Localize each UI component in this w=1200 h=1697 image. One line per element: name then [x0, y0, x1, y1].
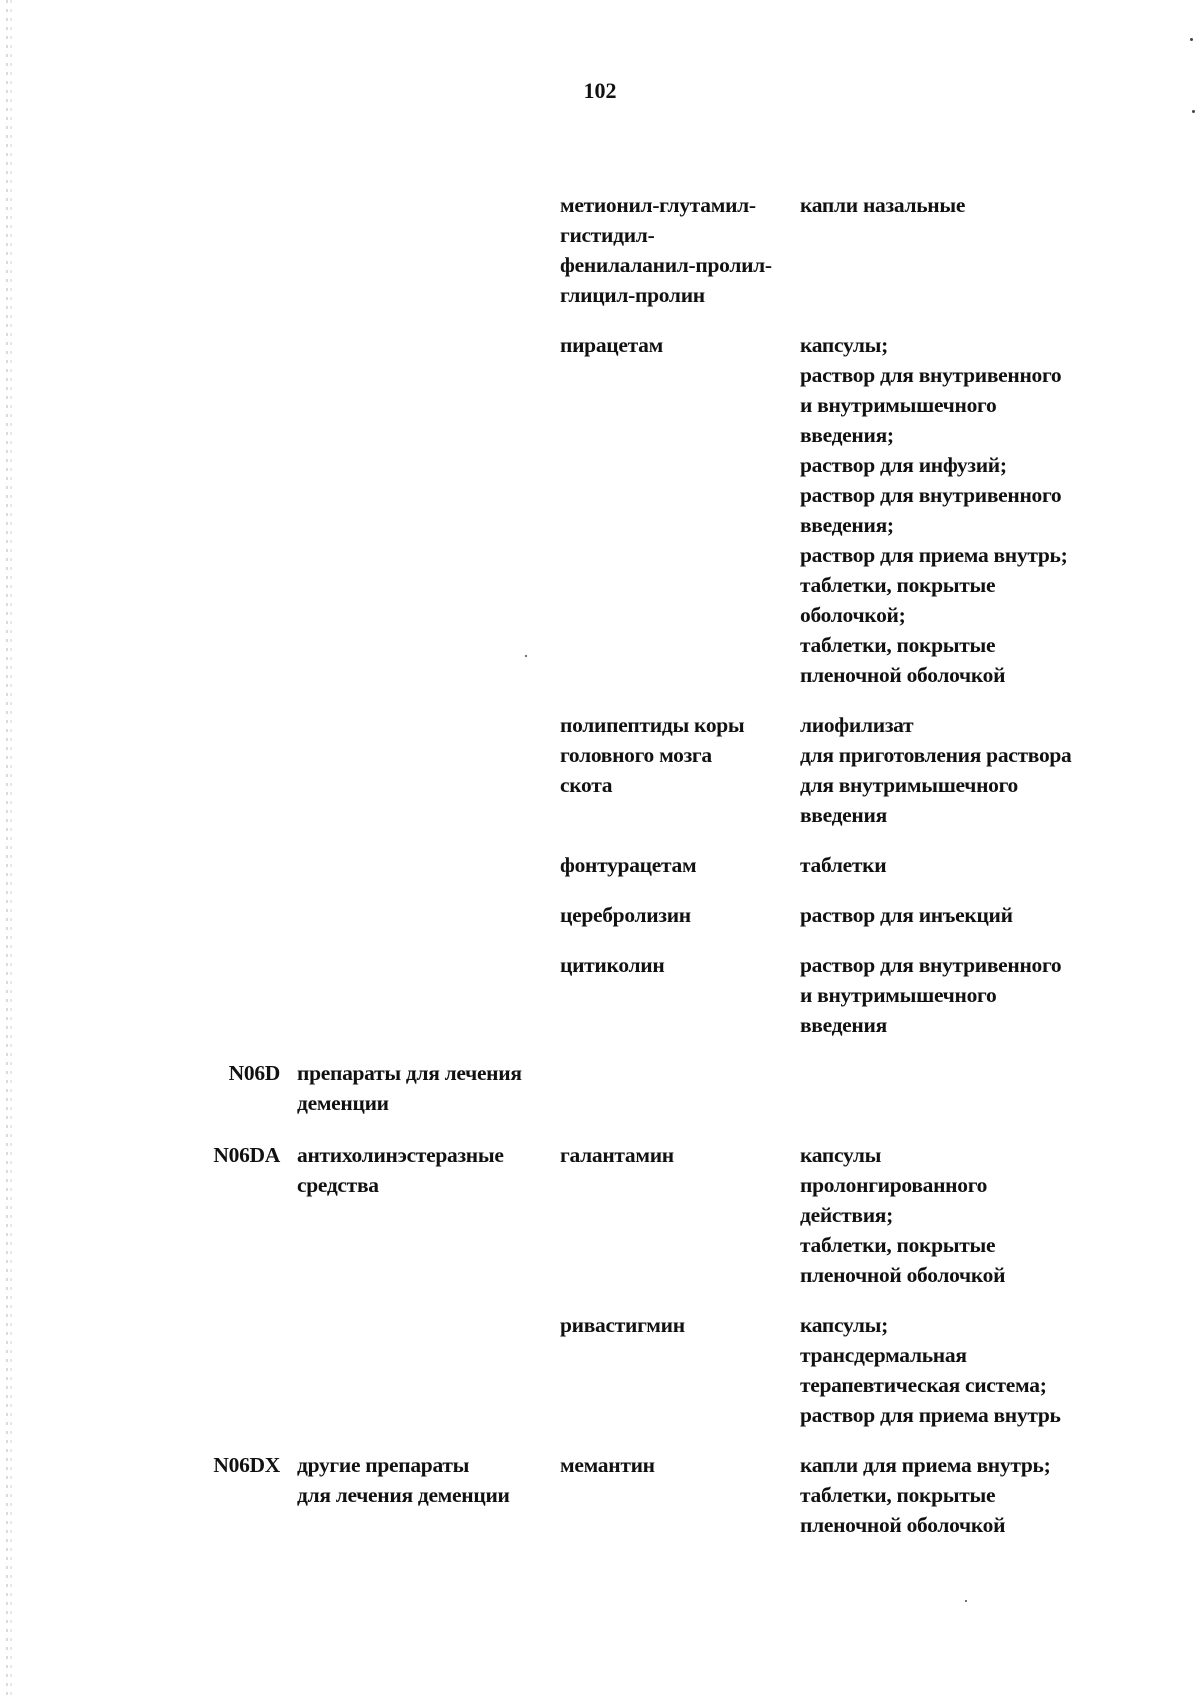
dosage-form: таблетки	[800, 853, 887, 877]
drug-name: цитиколин	[560, 953, 665, 977]
drug-name: мемантин	[560, 1453, 655, 1477]
atc-group-name: препараты для лечения деменции	[297, 1061, 522, 1115]
dosage-form: раствор для внутривенного и внутримышечного введения	[800, 953, 1062, 1037]
dosage-form: капсулы; трансдермальная терапевтическая система; раствор для приема внутрь	[800, 1313, 1061, 1427]
atc-group-name: другие препараты для лечения деменции	[297, 1453, 510, 1507]
dosage-form: капли для приема внутрь; таблетки, покрытые пленочной оболочкой	[800, 1453, 1051, 1537]
page-number: 102	[583, 78, 617, 103]
scan-speck	[965, 1600, 967, 1602]
dosage-form: капсулы; раствор для внутривенного и внутримышечного введения; раствор для инфузий; раствор для внутривенного введения; раствор для приема внутрь; таблетки, покрытые оболочкой; таблетки, покрытые пленочной оболочкой	[800, 333, 1068, 687]
dosage-form: капли назальные	[800, 193, 966, 217]
drug-name: ривастигмин	[560, 1313, 685, 1337]
drug-name: пирацетам	[560, 333, 663, 357]
atc-code: N06DA	[213, 1143, 280, 1167]
scan-speck	[1190, 38, 1193, 41]
atc-code: N06DX	[213, 1453, 280, 1477]
atc-code: N06D	[228, 1061, 280, 1085]
atc-group-name: антихолинэстеразные средства	[297, 1143, 504, 1197]
scan-speck	[525, 655, 527, 657]
scan-speck	[1192, 110, 1195, 113]
dosage-form: раствор для инъекций	[800, 903, 1013, 927]
dosage-form: лиофилизат для приготовления раствора для внутримышечного введения	[800, 713, 1072, 827]
drug-name: галантамин	[560, 1143, 674, 1167]
dosage-form: капсулы пролонгированного действия; таблетки, покрытые пленочной оболочкой	[800, 1143, 1006, 1287]
drug-name: полипептиды коры головного мозга скота	[560, 713, 745, 797]
drug-name: метионил-глутамил- гистидил- фенилаланил-пролил- глицил-пролин	[560, 193, 772, 307]
drug-name: фонтурацетам	[560, 853, 697, 877]
drug-name: церебролизин	[560, 903, 691, 927]
